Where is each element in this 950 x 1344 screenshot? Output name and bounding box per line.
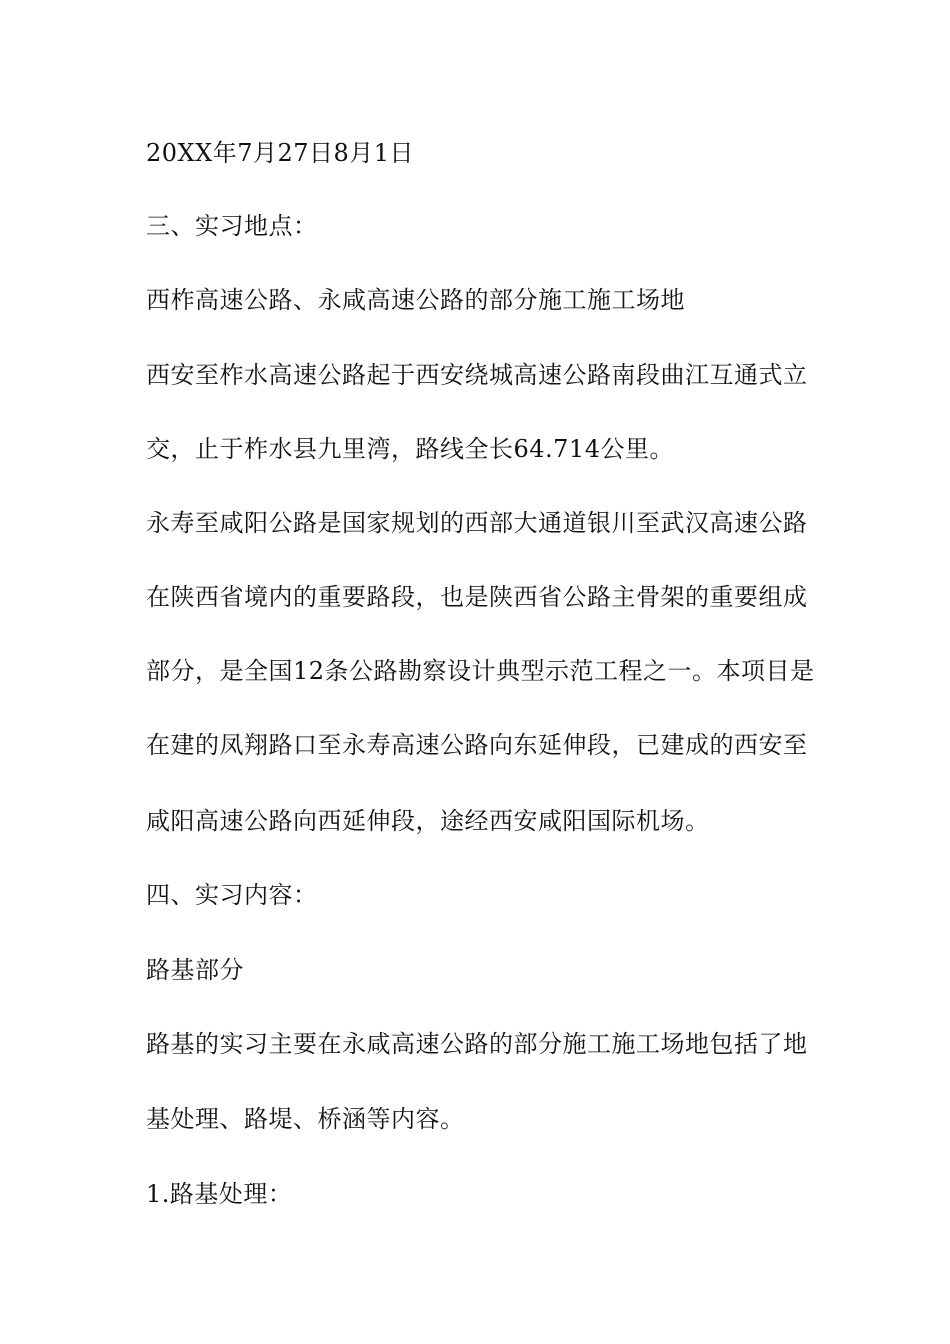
numbered-heading: 1.路基处理：: [146, 1180, 293, 1208]
paragraph-line: 路基的实习主要在永咸高速公路的部分施工施工场地包括了地: [146, 1030, 808, 1058]
paragraph-line: 部分，是全国12条公路勘察设计典型示范工程之一。本项目是: [146, 657, 815, 685]
paragraph-line: 交，止于柞水县九里湾，路线全长64.714公里。: [146, 435, 674, 463]
section-heading-location: 三、实习地点：: [146, 212, 318, 240]
paragraph-line: 基处理、路堤、桥涵等内容。: [146, 1105, 465, 1133]
paragraph-line: 永寿至咸阳公路是国家规划的西部大通道银川至武汉高速公路: [146, 509, 808, 537]
date-line: 20XX年7月27日8月1日: [146, 139, 415, 167]
section-heading-content: 四、实习内容：: [146, 881, 318, 909]
paragraph-line: 咸阳高速公路向西延伸段，途经西安咸阳国际机场。: [146, 807, 710, 835]
paragraph-line: 西安至柞水高速公路起于西安绕城高速公路南段曲江互通式立: [146, 361, 808, 389]
subsection-heading: 路基部分: [146, 956, 244, 984]
paragraph-line: 在陕西省境内的重要路段，也是陕西省公路主骨架的重要组成: [146, 583, 808, 611]
location-line: 西柞高速公路、永咸高速公路的部分施工施工场地: [146, 286, 685, 314]
paragraph-line: 在建的凤翔路口至永寿高速公路向东延伸段，已建成的西安至: [146, 731, 808, 759]
